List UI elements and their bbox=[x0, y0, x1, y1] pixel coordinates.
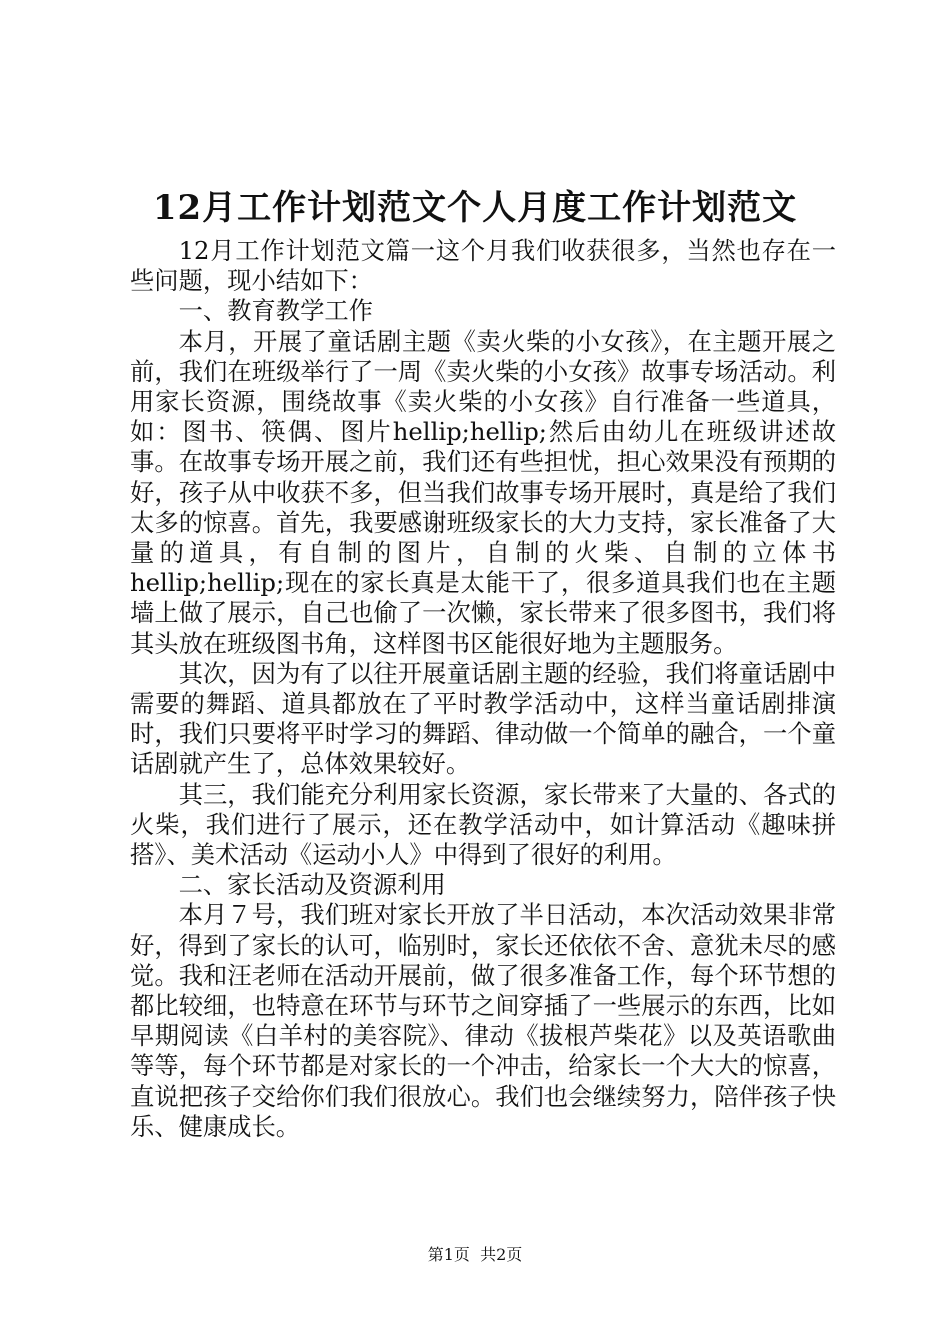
paragraph-intro: 12月工作计划范文篇一这个月我们收获很多，当然也存在一些问题，现小结如下： bbox=[130, 236, 836, 296]
page-number: 第1页 共2页 bbox=[427, 1245, 523, 1264]
paragraph-open-day: 本月７号，我们班对家长开放了半日活动，本次活动效果非常好，得到了家长的认可，临别时，家长还依依不舍、意犹未尽的感觉。我和汪老师在活动开展前，做了很多准备工作，每个环节想的都比较细，也特意在环节与环节之间穿插了一些展示的东西，比如早期阅读《白羊村的美容院》、律动《拔根芦柴花》以及英语歌曲等等，每个环节都是对家长的一个冲击，给家长一个大大的惊喜，直说把孩子交给你们我们很放心。我们也会继续努力，陪伴孩子快乐、健康成长。 bbox=[130, 900, 836, 1141]
paragraph-third-point: 其三，我们能充分利用家长资源，家长带来了大量的、各式的火柴，我们进行了展示，还在教学活动中，如计算活动《趣味拼搭》、美术活动《运动小人》中得到了很好的利用。 bbox=[130, 779, 836, 870]
section-heading-parents: 二、家长活动及资源利用 bbox=[178, 870, 446, 900]
section-heading-teaching: 一、教育教学工作 bbox=[178, 296, 373, 326]
paragraph-second-point: 其次，因为有了以往开展童话剧主题的经验，我们将童话剧中需要的舞蹈、道具都放在了平时教学活动中，这样当童话剧排演时，我们只要将平时学习的舞蹈、律动做一个简单的融合，一个童话剧就产生了，总体效果较好。 bbox=[130, 658, 836, 779]
page-footer bbox=[0, 1244, 950, 1266]
page-title: 12月工作计划范文个人月度工作计划范文 bbox=[152, 188, 798, 228]
document-body bbox=[130, 236, 836, 1142]
paragraph-fairy-tale-theme: 本月，开展了童话剧主题《卖火柴的小女孩》，在主题开展之前，我们在班级举行了一周《卖火柴的小女孩》故事专场活动。利用家长资源，围绕故事《卖火柴的小女孩》自行准备一些道具，如：图书、筷偶、图片hellip;hellip;然后由幼儿在班级讲述故事。在故事专场开展之前，我们还有些担忧，担心效果没有预期的好，孩子从中收获不多，但当我们故事专场开展时，真是给了我们太多的惊喜。首先，我要感谢班级家长的大力支持，家长准备了大量的道具，有自制的图片，自制的火柴、自制的立体书hellip;hellip;现在的家长真是太能干了，很多道具我们也在主题墙上做了展示，自己也偷了一次懒，家长带来了很多图书，我们将其头放在班级图书角，这样图书区能很好地为主题服务。 bbox=[130, 326, 836, 658]
